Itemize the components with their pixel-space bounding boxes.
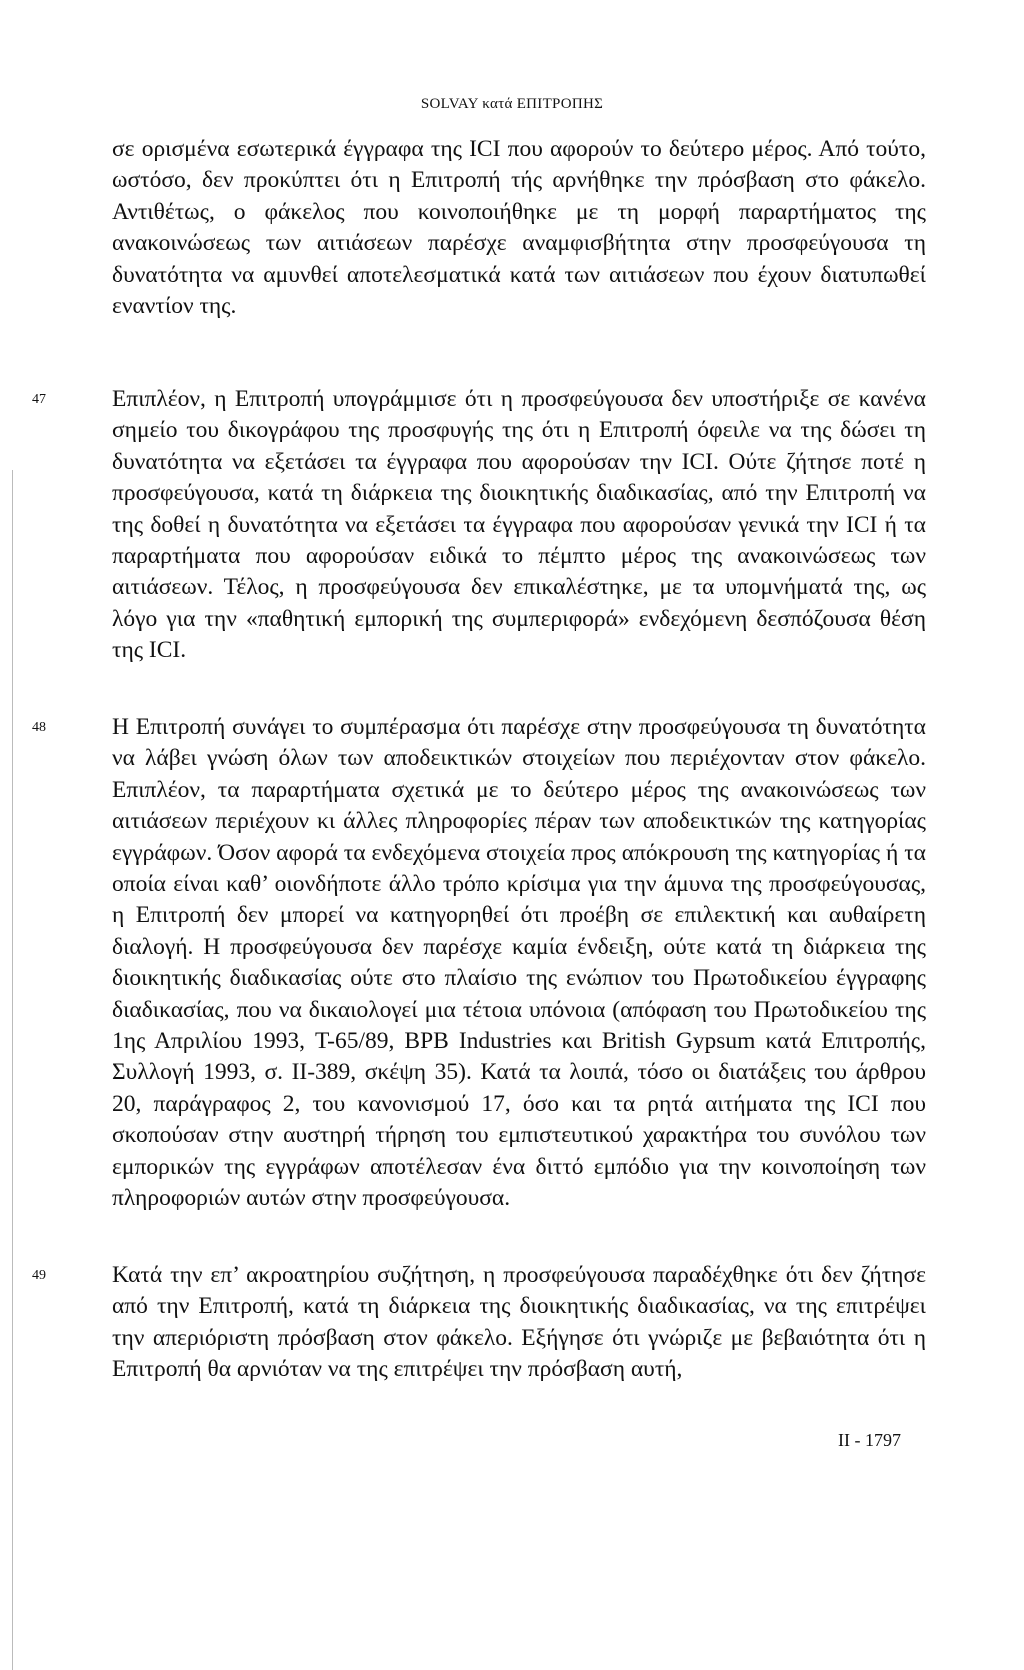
paragraph-47: Επιπλέον, η Επιτροπή υπογράμμισε ότι η προσφεύγουσα δεν υποστήριξε σε κανένα σημείο του δικογράφου της προσφυγής της ότι η Επιτροπή όφειλε να της δώσει τη δυνατότητα να εξετάσει τα έγγραφα που αφορούσαν την ICI. Ούτε ζήτησε ποτέ η προσφεύγουσα, κατά τη διάρκεια της διοικητικής διαδικασίας, από την Επιτροπή να της δοθεί η δυνατότητα να εξετάσει τα έγγραφα που αφορούσαν γενικά την ICI ή τα παραρτήματα που αφορούσαν ειδικά το πέμπτο μέρος της ανακοινώσεως των αιτιάσεων. Τέλος, η προσφεύγουσα δεν επικαλέστηκε, με τα υπομνήματά της, ως λόγο για την «παθητική εμπορική της συμπεριφορά» ενδεχόμενη δεσπόζουσα θέση της ICI. — [112, 386, 926, 664]
paragraph-48: Η Επιτροπή συνάγει το συμπέρασμα ότι παρέσχε στην προσφεύγουσα τη δυνατότητα να λάβει γνώση όλων των αποδεικτικών στοιχείων που περιέχονταν στον φάκελο. Επιπλέον, τα παραρτήματα σχετικά με το δεύτερο μέρος της ανακοινώσεως των αιτιάσεων περιέχουν κι άλλες πληροφορίες πέραν των αποδεικτικών της κατηγορίας εγγράφων. Όσον αφορά τα ενδεχόμενα στοιχεία προς απόκρουση της κατηγορίας ή τα οποία είναι καθ’ οιονδήποτε άλλο τρόπο κρίσιμα για την άμυνα της προσφεύγουσας, η Επιτροπή δεν μπορεί να κατηγορηθεί ότι προέβη σε επιλεκτική και αυθαίρετη διαλογή. Η προσφεύγουσα δεν παρέσχε καμία ένδειξη, ούτε κατά τη διάρκεια της διοικητικής διαδικασίας ούτε στο πλαίσιο της ενώπιον του Πρωτοδικείου έγγραφης διαδικασίας, που να δικαιολογεί μια τέτοια υπόνοια (απόφαση του Πρωτοδικείου της 1ης Απριλίου 1993, T-65/89, BPB Industries και British Gypsum κατά Επιτροπής, Συλλογή 1993, σ. II-389, σκέψη 35). Κατά τα λοιπά, τόσο οι διατάξεις του άρθρου 20, παράγραφος 2, του κανονισμού 17, όσο και τα ρητά αιτήματα της ICI που σκοπούσαν στην αυστηρή τήρηση του εμπιστευτικού χαρακτήρα του συνόλου των εμπορικών της εγγράφων αποτέλεσαν ένα διττό εμπόδιο για την κοινοποίηση των πληροφοριών αυτών στην προσφεύγουσα. — [112, 714, 926, 1212]
paragraph-continued: σε ορισμένα εσωτερικά έγγραφα της ICI που αφορούν το δεύτερο μέρος. Από τούτο, ωστόσο, δεν προκύπτει ότι η Επιτροπή τής αρνήθηκε την πρόσβαση στο φάκελο. Αντιθέτως, ο φάκελος που κοινοποιήθηκε με τη μορφή παραρτήματος της ανακοινώσεως των αιτιάσεων παρέσχε αναμφισβήτητα στην προσφεύγουσα τη δυνατότητα να αμυνθεί αποτελεσματικά κατά των αιτιάσεων που έχουν διατυπωθεί εναντίον της. — [112, 136, 926, 320]
paragraph-number: 47 — [32, 392, 46, 407]
paragraph-49: Κατά την επ’ ακροατηρίου συζήτηση, η προσφεύγουσα παραδέχθηκε ότι δεν ζήτησε από την Επιτροπή, κατά τη διάρκεια της διοικητικής διαδικασίας, να της επιτρέψει την απεριόριστη πρόσβαση στον φάκελο. Εξήγησε ότι γνώριζε με βεβαιότητα ότι η Επιτροπή θα αρνιόταν να της επιτρέψει την πρόσβαση αυτή, — [112, 1262, 926, 1383]
page-number: II - 1797 — [838, 1430, 901, 1450]
paragraph-number: 48 — [32, 720, 46, 735]
running-header: SOLVAY κατά ΕΠΙΤΡΟΠΗΣ — [420, 96, 604, 112]
paragraph-number: 49 — [32, 1268, 46, 1283]
margin-scan-line — [12, 470, 13, 1670]
